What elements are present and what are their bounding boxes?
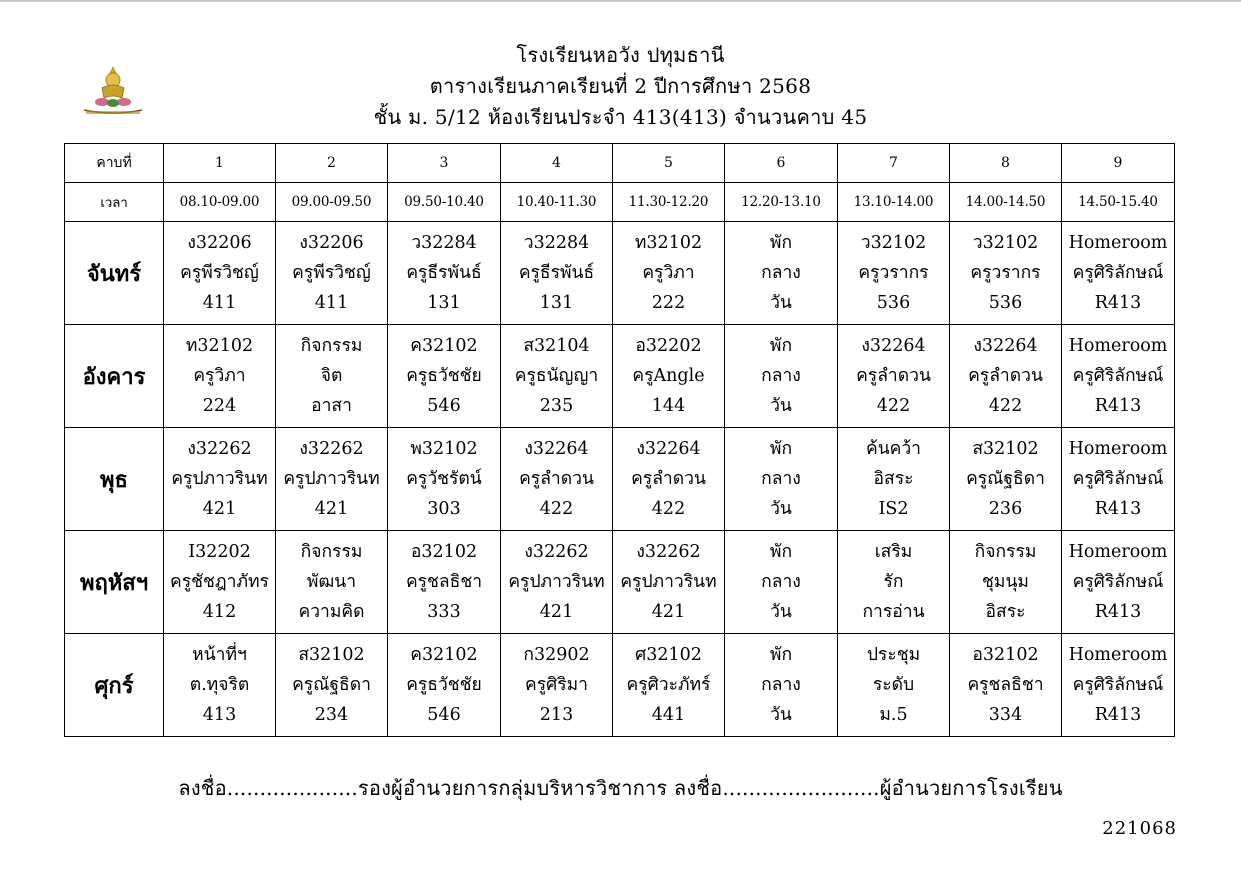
cell-line: 421 xyxy=(314,499,349,519)
cell-line: ครูชลธิชา xyxy=(405,572,483,592)
class-cell xyxy=(276,325,388,428)
cell-line: พัฒนา xyxy=(306,572,357,592)
cell-line: ครูปภาวรินท xyxy=(283,469,380,489)
cell-line: วัน xyxy=(770,499,792,519)
cell-line: 412 xyxy=(202,602,237,622)
class-cell xyxy=(164,428,276,531)
cell-line: ครูธีรพันธ์ xyxy=(406,263,482,283)
class-cell xyxy=(950,531,1062,634)
cell-line: 421 xyxy=(539,602,574,622)
period-number: 1 xyxy=(164,144,276,183)
cell-line: อิสระ xyxy=(873,469,914,489)
class-cell xyxy=(838,325,950,428)
cell-line: I32202 xyxy=(188,542,251,562)
class-cell xyxy=(388,325,501,428)
cell-line: กลาง xyxy=(761,366,801,386)
cell-line: 236 xyxy=(988,499,1023,519)
class-cell xyxy=(501,325,613,428)
class-cell xyxy=(1062,222,1175,325)
cell-line: ครูธวัชชัย xyxy=(406,366,482,386)
cell-line: 421 xyxy=(202,499,237,519)
time-slot: 14.00-14.50 xyxy=(950,183,1062,222)
period-number: 3 xyxy=(388,144,501,183)
cell-line: กิจกรรม xyxy=(300,542,363,562)
cell-line: 536 xyxy=(876,293,911,313)
cell-line: กิจกรรม xyxy=(300,336,363,356)
cell-line: ครูพีรวิชญ์ xyxy=(292,263,371,283)
cell-line: ครูปภาวรินท xyxy=(171,469,268,489)
cell-line: ค32102 xyxy=(410,645,478,665)
class-cell xyxy=(950,634,1062,737)
cell-line: Homeroom xyxy=(1068,336,1168,356)
cell-line: วัน xyxy=(770,705,792,725)
period-label: คาบที่ xyxy=(65,144,164,183)
top-divider xyxy=(0,0,1241,2)
period-number: 2 xyxy=(276,144,388,183)
class-cell xyxy=(164,325,276,428)
cell-line: 303 xyxy=(427,499,461,519)
cell-line: ครูลำดวน xyxy=(631,469,706,489)
cell-line: ว32284 xyxy=(411,233,477,253)
cell-line: ครูลำดวน xyxy=(856,366,931,386)
cell-line: ครูณัฐธิดา xyxy=(966,469,1045,489)
cell-line: Homeroom xyxy=(1068,542,1168,562)
cell-line: ครูAngle xyxy=(632,366,705,386)
cell-line: กิจกรรม xyxy=(974,542,1037,562)
cell-line: พัก xyxy=(769,645,793,665)
cell-line: ค้นคว้า xyxy=(865,439,922,459)
cell-line: พัก xyxy=(769,233,793,253)
cell-line: 235 xyxy=(539,396,574,416)
class-cell xyxy=(276,222,388,325)
cell-line: ว32102 xyxy=(860,233,927,253)
cell-line: พัก xyxy=(769,542,793,562)
period-number: 9 xyxy=(1062,144,1175,183)
time-slot: 14.50-15.40 xyxy=(1062,183,1175,222)
cell-line: ครูศิริลักษณ์ xyxy=(1072,572,1164,592)
cell-line: ง32264 xyxy=(636,439,701,459)
class-cell xyxy=(501,222,613,325)
time-slot: 08.10-09.00 xyxy=(164,183,276,222)
class-cell xyxy=(613,531,725,634)
class-cell xyxy=(501,634,613,737)
period-number: 7 xyxy=(838,144,950,183)
cell-line: 546 xyxy=(427,705,461,725)
class-cell xyxy=(613,428,725,531)
class-cell xyxy=(1062,325,1175,428)
cell-line: อาสา xyxy=(311,396,352,416)
cell-line: 546 xyxy=(427,396,461,416)
class-cell xyxy=(950,428,1062,531)
class-cell xyxy=(838,531,950,634)
time-slot: 09.00-09.50 xyxy=(276,183,388,222)
cell-line: ครูลำดวน xyxy=(519,469,594,489)
class-cell xyxy=(388,222,501,325)
period-number: 4 xyxy=(501,144,613,183)
semester-title: ตารางเรียนภาคเรียนที่ 2 ปีการศึกษา 2568 xyxy=(429,74,812,98)
time-slot: 10.40-11.30 xyxy=(501,183,613,222)
cell-line: ครูปภาวรินท xyxy=(508,572,605,592)
day-row xyxy=(65,531,1175,634)
cell-line: ง32206 xyxy=(187,233,252,253)
class-cell xyxy=(164,222,276,325)
class-cell xyxy=(725,325,838,428)
cell-line: ม.5 xyxy=(879,705,908,725)
cell-line: วัน xyxy=(770,293,792,313)
cell-line: 144 xyxy=(651,396,686,416)
cell-line: ครูวิภา xyxy=(642,263,695,283)
cell-line: ครูชลธิชา xyxy=(967,675,1044,695)
cell-line: วัน xyxy=(770,602,792,622)
cell-line: รัก xyxy=(883,572,904,592)
cell-line: อ32102 xyxy=(410,542,478,562)
cell-line: ง32264 xyxy=(524,439,589,459)
cell-line: ครูธนัญญา xyxy=(514,366,599,386)
class-cell xyxy=(388,428,501,531)
cell-line: ครูพีรวิชญ์ xyxy=(180,263,259,283)
class-cell xyxy=(725,531,838,634)
class-cell xyxy=(838,428,950,531)
cell-line: เสริม xyxy=(874,542,913,562)
cell-line: การอ่าน xyxy=(862,602,925,622)
class-cell xyxy=(276,531,388,634)
class-cell xyxy=(613,222,725,325)
cell-line: ครูศิริลักษณ์ xyxy=(1072,675,1164,695)
cell-line: ง32262 xyxy=(636,542,701,562)
class-cell xyxy=(388,634,501,737)
class-cell xyxy=(613,634,725,737)
cell-line: ว32284 xyxy=(523,233,590,253)
cell-line: จิต xyxy=(320,366,343,386)
class-cell xyxy=(1062,428,1175,531)
cell-line: ท32102 xyxy=(185,336,254,356)
class-cell xyxy=(725,428,838,531)
day-row xyxy=(65,325,1175,428)
class-cell xyxy=(276,634,388,737)
cell-line: R413 xyxy=(1094,396,1142,416)
cell-line: Homeroom xyxy=(1068,439,1168,459)
cell-line: กลาง xyxy=(761,572,801,592)
cell-line: 422 xyxy=(539,499,574,519)
cell-line: ครูลำดวน xyxy=(968,366,1043,386)
school-name: โรงเรียนหอวัง ปทุมธานี xyxy=(516,43,725,67)
cell-line: ประชุม xyxy=(866,645,921,665)
document-code: 221068 xyxy=(1102,818,1177,839)
time-label: เวลา xyxy=(65,183,164,222)
cell-line: พัก xyxy=(769,439,793,459)
cell-line: ครูศิริลักษณ์ xyxy=(1072,366,1164,386)
time-slot: 11.30-12.20 xyxy=(613,183,725,222)
cell-line: 234 xyxy=(314,705,349,725)
cell-line: ศ32102 xyxy=(635,645,702,665)
cell-line: 411 xyxy=(202,293,237,313)
cell-line: ง32206 xyxy=(299,233,364,253)
day-row xyxy=(65,428,1175,531)
cell-line: 422 xyxy=(876,396,911,416)
cell-line: 421 xyxy=(651,602,686,622)
day-row xyxy=(65,222,1175,325)
cell-line: พัก xyxy=(769,336,793,356)
cell-line: ครูธวัชชัย xyxy=(406,675,482,695)
cell-line: อ32202 xyxy=(635,336,702,356)
cell-line: ง32262 xyxy=(299,439,364,459)
cell-line: 131 xyxy=(539,293,574,313)
cell-line: กลาง xyxy=(761,675,801,695)
class-cell xyxy=(501,428,613,531)
day-label: จันทร์ xyxy=(65,222,164,325)
period-number: 8 xyxy=(950,144,1062,183)
class-cell xyxy=(1062,531,1175,634)
period-header-row xyxy=(65,144,1175,183)
day-row xyxy=(65,634,1175,737)
class-cell xyxy=(838,634,950,737)
cell-line: ง32262 xyxy=(187,439,252,459)
class-cell xyxy=(164,634,276,737)
cell-line: ง32264 xyxy=(973,336,1038,356)
cell-line: Homeroom xyxy=(1068,645,1168,665)
cell-line: ค32102 xyxy=(410,336,478,356)
day-label: อังคาร xyxy=(65,325,164,428)
cell-line: ระดับ xyxy=(872,675,915,695)
class-cell xyxy=(950,325,1062,428)
cell-line: ท32102 xyxy=(634,233,703,253)
cell-line: ความคิด xyxy=(298,602,365,622)
class-cell xyxy=(276,428,388,531)
cell-line: 333 xyxy=(427,602,461,622)
cell-line: 222 xyxy=(651,293,686,313)
cell-line: ครูปภาวรินท xyxy=(620,572,717,592)
time-slot: 09.50-10.40 xyxy=(388,183,501,222)
cell-line: Homeroom xyxy=(1068,233,1168,253)
cell-line: กลาง xyxy=(761,263,801,283)
cell-line: ว32102 xyxy=(972,233,1039,253)
cell-line: ครูศิริลักษณ์ xyxy=(1072,469,1164,489)
timetable xyxy=(64,143,1175,737)
class-info: ชั้น ม. 5/12 ห้องเรียนประจำ 413(413) จำนวนคาบ 45 xyxy=(373,105,868,129)
cell-line: 224 xyxy=(202,396,237,416)
cell-line: อ32102 xyxy=(972,645,1039,665)
cell-line: อิสระ xyxy=(985,602,1026,622)
cell-line: ก32902 xyxy=(523,645,590,665)
cell-line: ส32104 xyxy=(523,336,590,356)
period-number: 5 xyxy=(613,144,725,183)
cell-line: ครูวรากร xyxy=(858,263,929,283)
cell-line: กลาง xyxy=(761,469,801,489)
cell-line: ครูชัชฎาภัทร xyxy=(170,572,269,592)
class-cell xyxy=(1062,634,1175,737)
class-cell xyxy=(164,531,276,634)
cell-line: 334 xyxy=(988,705,1023,725)
cell-line: 536 xyxy=(988,293,1023,313)
cell-line: R413 xyxy=(1094,499,1142,519)
cell-line: ครูวิภา xyxy=(193,366,246,386)
cell-line: IS2 xyxy=(878,499,909,519)
cell-line: ส32102 xyxy=(298,645,365,665)
time-slot: 12.20-13.10 xyxy=(725,183,838,222)
cell-line: ครูศิริลักษณ์ xyxy=(1072,263,1164,283)
cell-line: 411 xyxy=(314,293,349,313)
cell-line: ครูวรากร xyxy=(970,263,1041,283)
cell-line: ชุมนุม xyxy=(982,572,1029,592)
cell-line: R413 xyxy=(1094,293,1142,313)
class-cell xyxy=(613,325,725,428)
class-cell xyxy=(950,222,1062,325)
signature-line: ลงชื่อ....................รองผู้อำนวยการกลุ่มบริหารวิชาการ ลงชื่อ........................ผู้อำนวยการโรงเรียน xyxy=(178,776,1063,800)
cell-line: 422 xyxy=(651,499,686,519)
time-slot: 13.10-14.00 xyxy=(838,183,950,222)
cell-line: 422 xyxy=(988,396,1023,416)
cell-line: ครูวัชรัตน์ xyxy=(406,469,482,489)
cell-line: ง32262 xyxy=(524,542,589,562)
class-cell xyxy=(725,634,838,737)
period-number: 6 xyxy=(725,144,838,183)
timetable-body xyxy=(65,144,1175,737)
day-label: พฤหัสฯ xyxy=(65,531,164,634)
day-label: ศุกร์ xyxy=(65,634,164,737)
class-cell xyxy=(725,222,838,325)
cell-line: ครูศิวะภัทร์ xyxy=(626,675,711,695)
class-cell xyxy=(838,222,950,325)
cell-line: 441 xyxy=(651,705,686,725)
cell-line: 413 xyxy=(202,705,237,725)
document-header xyxy=(0,40,1241,133)
cell-line: ต.ทุจริต xyxy=(189,675,250,695)
cell-line: R413 xyxy=(1094,705,1142,725)
cell-line: หน้าที่ฯ xyxy=(192,645,247,665)
day-label: พุธ xyxy=(65,428,164,531)
cell-line: ครูศิริมา xyxy=(525,675,588,695)
cell-line: 213 xyxy=(539,705,574,725)
cell-line: พ32102 xyxy=(410,439,478,459)
cell-line: ครูณัฐธิดา xyxy=(292,675,371,695)
time-row xyxy=(65,183,1175,222)
cell-line: R413 xyxy=(1094,602,1142,622)
cell-line: วัน xyxy=(770,396,792,416)
cell-line: ครูธีรพันธ์ xyxy=(518,263,595,283)
cell-line: 131 xyxy=(427,293,461,313)
cell-line: ง32264 xyxy=(861,336,926,356)
cell-line: ส32102 xyxy=(972,439,1039,459)
class-cell xyxy=(501,531,613,634)
class-cell xyxy=(388,531,501,634)
